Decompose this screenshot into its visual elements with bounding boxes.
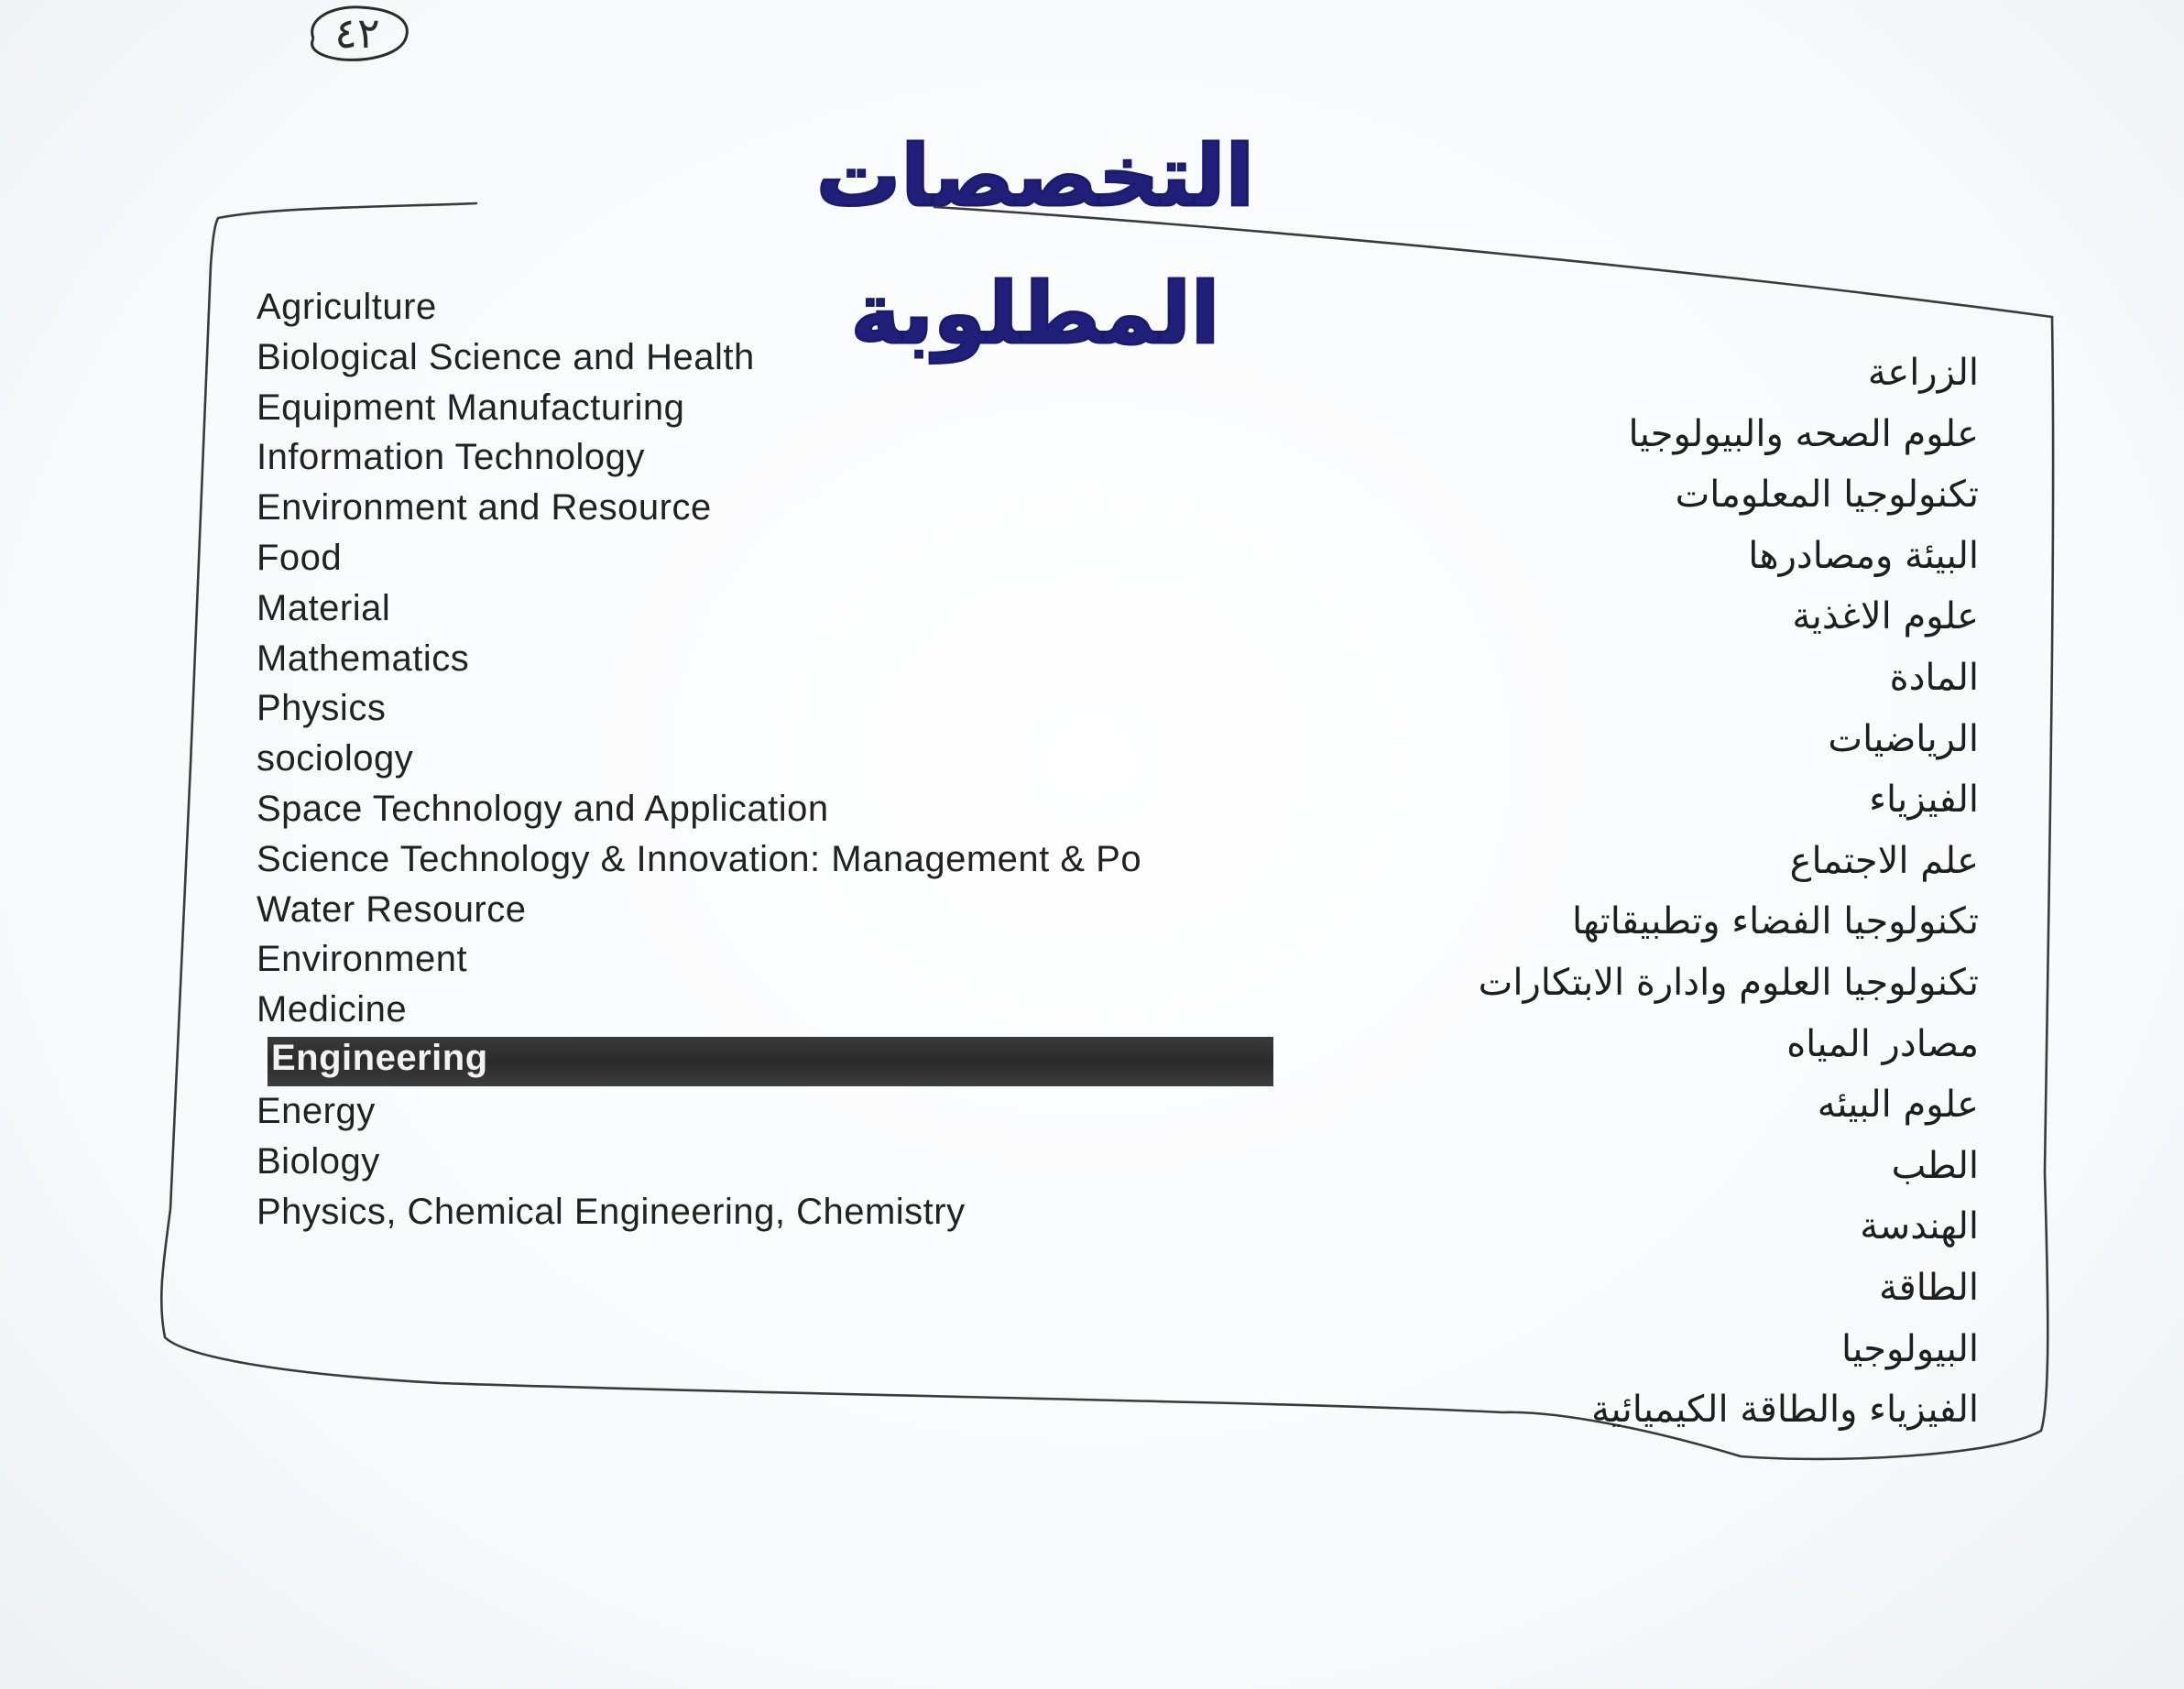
english-list-item: Environment and Resource [257,487,712,528]
arabic-list-item: مصادر المياه [1786,1022,1979,1065]
english-list-item: Science Technology & Innovation: Management & Po [257,838,1142,879]
arabic-list-item: علوم الصحه والبيولوجيا [1628,412,1979,455]
arabic-list-item: علوم الاغذية [1792,595,1979,638]
arabic-list-item: الطاقة [1879,1266,1979,1309]
english-list-item: Space Technology and Application [257,788,829,829]
english-list-item: Material [257,587,391,628]
arabic-list-item: تكنولوجيا الفضاء وتطبيقاتها [1571,900,1979,943]
english-list-item: Mathematics [257,637,470,679]
english-list-item: Energy [257,1090,376,1131]
english-list-item: Biological Science and Health [257,336,755,377]
english-list-item: Water Resource [257,888,527,930]
arabic-list-item: تكنولوجيا العلوم وادارة الابتكارات [1478,961,1979,1004]
english-list-item: Physics [257,688,387,729]
english-list-item: Agriculture [257,287,437,327]
english-list-item: Medicine [257,989,408,1030]
arabic-list-item: المادة [1889,656,1979,699]
english-list-item: sociology [257,738,414,779]
english-list-item: Biology [257,1140,380,1182]
english-list-item: Information Technology [257,437,645,478]
arabic-list-item: الزراعة [1867,352,1979,394]
arabic-list-item: علم الاجتماع [1789,839,1979,882]
arabic-list-item: تكنولوجيا المعلومات [1675,474,1979,517]
english-list-item: Physics, Chemical Engineering, Chemistry [257,1191,966,1232]
arabic-specialization-list [1319,343,1979,1441]
arabic-list-item: الفيزياء [1869,779,1979,822]
english-specialization-list [257,282,1301,1237]
arabic-list-item: البيئة ومصادرها [1748,534,1979,577]
arabic-list-item: علوم البيئه [1817,1084,1979,1127]
english-list-item: Equipment Manufacturing [257,387,685,428]
english-list-item: Environment [257,939,468,980]
arabic-list-item: الفيزياء والطاقة الكيميائية [1591,1389,1979,1432]
arabic-list-item: الرياضيات [1828,717,1979,760]
english-list-item: Food [257,537,343,578]
arabic-list-item: البيولوجيا [1841,1327,1979,1370]
page-number: ٤٢ [334,8,380,58]
arabic-list-item: الطب [1891,1144,1979,1187]
english-list-item-highlighted: Engineering [268,1037,1273,1086]
arabic-list-item: الهندسة [1860,1205,1979,1248]
page-title: التخصصات المطلوبة [815,127,1255,363]
